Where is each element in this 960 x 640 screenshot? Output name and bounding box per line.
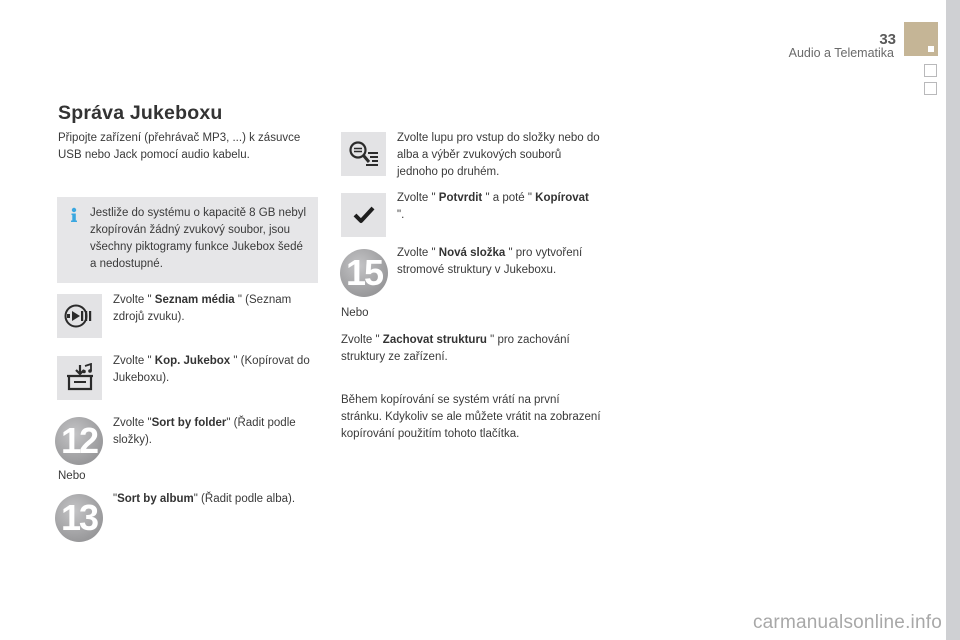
copy-jukebox-button[interactable] (57, 356, 102, 400)
checkmark-icon (353, 205, 375, 225)
step-sort-folder: Zvolte "Sort by folder" (Řadit podle složky). (113, 417, 296, 446)
chapter-tab[interactable] (924, 64, 937, 77)
step-badge-12: 12 (55, 417, 103, 465)
copy-note-text: Během kopírování se systém vrátí na první stránku. Kdykoliv se ale můžete vrátit na zobrazení kopírování použitím tohoto tlačítka. (341, 394, 601, 440)
media-list-button[interactable] (57, 294, 102, 338)
watermark: carmanualsonline.info (752, 612, 942, 633)
media-list-icon (63, 303, 97, 329)
magnifier-button[interactable] (341, 132, 386, 176)
confirm-button[interactable] (341, 193, 386, 237)
step-sort-album: "Sort by album" (Řadit podle alba). (113, 493, 296, 505)
page-title: Správa Jukeboxu (58, 102, 223, 124)
chapter-tab[interactable] (924, 82, 937, 95)
step-badge-15: 15 (340, 249, 388, 297)
step-media-list: Zvolte " Seznam média " (Seznam zdrojů zvuku). (113, 294, 292, 323)
section-title: Audio a Telematika (788, 46, 894, 60)
or-label: Nebo (58, 470, 86, 482)
page-number: 33 (879, 31, 896, 48)
magnifier-list-icon (348, 140, 380, 168)
chapter-tab-active[interactable] (904, 22, 938, 56)
or-label: Nebo (341, 307, 369, 319)
page-side-strip (946, 0, 960, 640)
info-note-box (57, 197, 318, 283)
step-badge-13: 13 (55, 494, 103, 542)
step-copy-jukebox: Zvolte " Kop. Jukebox " (Kopírovat do Jukeboxu). (113, 355, 310, 384)
step-keep-structure: Zvolte " Zachovat strukturu " pro zachování struktury ze zařízení. (341, 334, 570, 363)
step-new-folder: Zvolte " Nová složka " pro vytvoření stromové struktury v Jukeboxu. (397, 247, 583, 276)
intro-text: Připojte zařízení (přehrávač MP3, ...) k zásuvce USB nebo Jack pomocí audio kabelu. (58, 132, 301, 161)
jukebox-copy-icon (63, 363, 97, 393)
step-confirm: Zvolte " Potvrdit " a poté " Kopírovat ". (397, 192, 589, 221)
step-magnifier: Zvolte lupu pro vstup do složky nebo do alba a výběr zvukových souborů jednoho po druhém. (397, 132, 600, 178)
info-note-text: Jestliže do systému o kapacitě 8 GB nebyl zkopírován žádný zvukový soubor, jsou všechny piktogramy funkce Jukebox šedé a nedostupné. (90, 207, 307, 270)
info-icon (67, 207, 81, 223)
